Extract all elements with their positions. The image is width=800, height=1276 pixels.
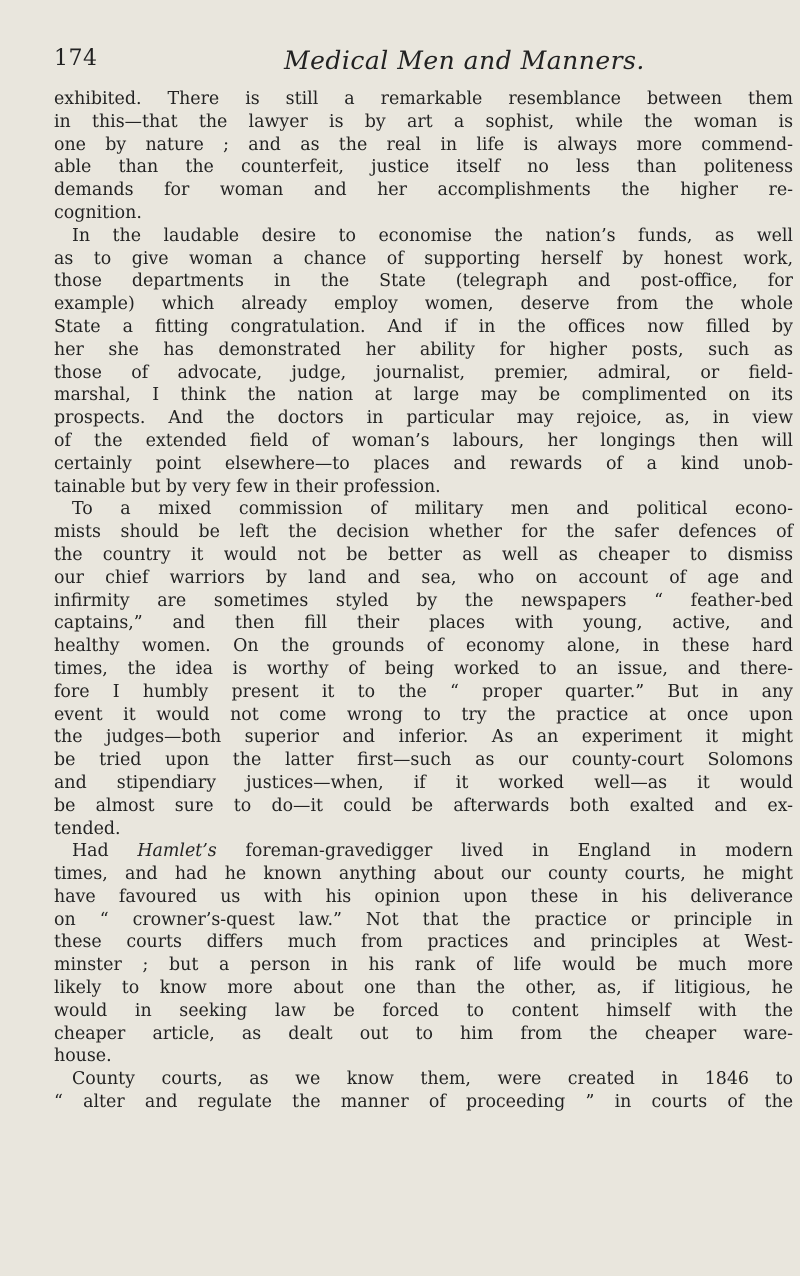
text-line: prospects. And the doctors in particular may rejoice, as, in view [54, 408, 793, 429]
text-line: as to give woman a chance of supporting herself by honest work, [54, 248, 793, 269]
text-line: event it would not come wrong to try the practice at once upon [54, 704, 793, 725]
text-line: the judges—both superior and inferior. As an experiment it might [54, 727, 793, 748]
text-line: able than the counterfeit, justice itself no less than politeness [54, 157, 793, 178]
paragraph [54, 88, 793, 225]
text-line: example) which already employ women, deserve from the whole [54, 294, 793, 315]
text-line: have favoured us with his opinion upon these in his deliverance [54, 886, 793, 907]
text-line: her she has demonstrated her ability for higher posts, such as [54, 339, 793, 360]
text-line [54, 840, 793, 863]
text-line: “ alter and regulate the manner of proceeding ” in courts of the [54, 1092, 793, 1113]
text-line: fore I humbly present it to the “ proper quarter.” But in any [54, 681, 793, 702]
text-fragment: Had [72, 841, 138, 862]
text-line: cognition. [54, 202, 142, 223]
text-line: cheaper article, as dealt out to him from the cheaper ware- [54, 1023, 793, 1044]
italic-title: Hamlet’s [137, 841, 217, 862]
text-line: those of advocate, judge, journalist, premier, admiral, or field- [54, 362, 793, 383]
text-line: be almost sure to do—it could be afterwards both exalted and ex- [54, 795, 793, 816]
text-line: times, and had he known anything about our county courts, he might [54, 864, 793, 885]
text-line: marshal, I think the nation at large may be complimented on its [54, 385, 793, 406]
text-line: and stipendiary justices—when, if it worked well—as it would [54, 772, 793, 793]
text-line: would in seeking law be forced to content himself with the [54, 1000, 793, 1021]
text-line: demands for woman and her accomplishments the higher re- [54, 180, 793, 201]
text-line: minster ; but a person in his rank of life would be much more [54, 955, 793, 976]
running-title: Medical Men and Manners. [284, 46, 645, 75]
paragraph [54, 498, 793, 840]
text-line: County courts, as we know them, were created in 1846 to [72, 1069, 793, 1090]
text-line: exhibited. There is still a remarkable resemblance between them [54, 89, 793, 109]
text-line: our chief warriors by land and sea, who on account of age and [54, 567, 793, 588]
text-line: In the laudable desire to economise the nation’s funds, as well [72, 225, 793, 246]
text-line: infirmity are sometimes styled by the newspapers “ feather-bed [54, 590, 793, 611]
text-line: on “ crowner’s-quest law.” Not that the practice or principle in [54, 909, 793, 930]
text-line: healthy women. On the grounds of economy alone, in these hard [54, 636, 793, 657]
text-line: captains,” and then fill their places with young, active, and [54, 613, 793, 634]
text-line: tainable but by very few in their profession. [54, 476, 441, 497]
text-line: house. [54, 1046, 112, 1067]
text-line: To a mixed commission of military men and political econo- [72, 499, 793, 520]
text-line: one by nature ; and as the real in life is always more commend- [54, 134, 793, 155]
text-line: likely to know more about one than the other, as, if litigious, he [54, 978, 793, 999]
text-line: mists should be left the decision whether for the safer defences of [54, 522, 793, 543]
text-line: the country it would not be better as well as cheaper to dismiss [54, 544, 793, 565]
body-text [54, 88, 793, 1114]
page-header [54, 46, 760, 82]
text-line: be tried upon the latter first—such as our county-court Solomons [54, 750, 793, 771]
text-line: tended. [54, 818, 121, 839]
text-fragment: foreman-gravedigger lived in England in modern [216, 841, 793, 862]
text-line: certainly point elsewhere—to places and rewards of a kind unob- [54, 453, 793, 474]
text-line: times, the idea is worthy of being worked to an issue, and there- [54, 658, 793, 679]
text-line: of the extended field of woman’s labours, her longings then will [54, 430, 793, 451]
text-line: those departments in the State (telegraph and post-office, for [54, 271, 793, 292]
paragraph [54, 1068, 793, 1114]
page-number: 174 [54, 46, 98, 71]
text-line: these courts differs much from practices and principles at West- [54, 932, 793, 953]
paragraph [54, 225, 793, 499]
text-line: State a fitting congratulation. And if in the offices now filled by [54, 316, 793, 337]
paragraph [54, 840, 793, 1068]
text-line: in this—that the lawyer is by art a sophist, while the woman is [54, 111, 793, 132]
